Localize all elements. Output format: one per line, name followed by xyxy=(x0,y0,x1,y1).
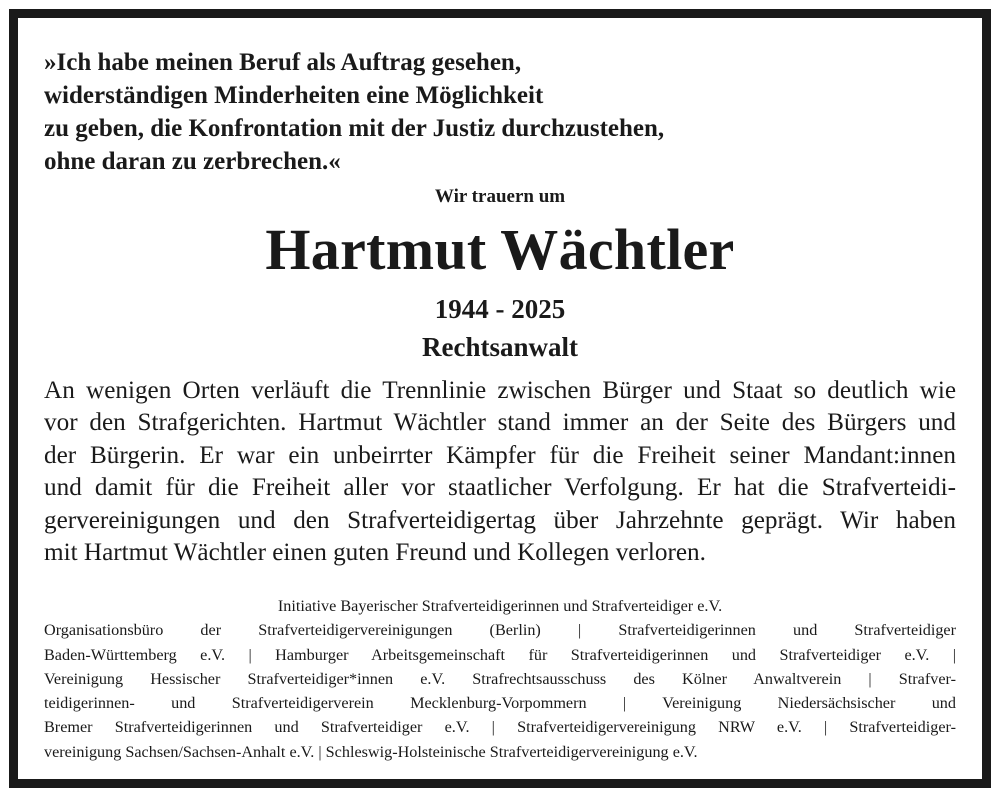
mourning-intro: Wir trauern um xyxy=(434,186,566,207)
quote-line: »Ich habe meinen Beruf als Auftrag gesehen, xyxy=(44,49,522,76)
tribute-text xyxy=(44,375,956,569)
obituary-frame xyxy=(9,9,991,788)
deceased-name: Hartmut Wächtler xyxy=(265,217,735,282)
organization-line: Initiative Bayerischer Strafverteidigerinnen und Strafverteidiger e.V. xyxy=(277,597,723,615)
organization-line: teidigerinnen- und Strafverteidigerverein Mecklenburg-Vorpommern | Vereinigung Niedersächsischer und xyxy=(44,694,956,713)
quote-line: widerständigen Minderheiten eine Möglichkeit xyxy=(44,82,544,109)
life-years: 1944 - 2025 xyxy=(434,294,566,324)
organization-line: Organisationsbüro der Strafverteidigervereinigungen (Berlin) | Strafverteidigerinnen und Strafverteidiger xyxy=(44,621,956,640)
tribute-line: mit Hartmut Wächtler einen guten Freund und Kollegen verloren. xyxy=(44,539,706,567)
tribute-line: vor den Strafgerichten. Hartmut Wächtler stand immer an der Seite des Bürgers und xyxy=(44,409,956,437)
tribute-line: gervereinigungen und den Strafverteidigertag über Jahrzehnte geprägt. Wir haben xyxy=(44,506,956,534)
tribute-line: und damit für die Freiheit aller vor staatlicher Verfolgung. Er hat die Strafverteidi- xyxy=(44,474,956,502)
quote-line: zu geben, die Konfrontation mit der Justiz durchzustehen, xyxy=(44,115,665,142)
quote-line: ohne daran zu zerbrechen.« xyxy=(44,148,341,175)
organization-line: vereinigung Sachsen/Sachsen-Anhalt e.V. | Schleswig-Holsteinische Strafverteidigervereinigung e.V. xyxy=(44,742,698,761)
organization-line: Vereinigung Hessischer Strafverteidiger*innen e.V. Strafrechtsausschuss des Kölner Anwaltverein | Strafver- xyxy=(44,669,956,688)
organizations-list xyxy=(44,594,956,764)
organization-line: Baden-Württemberg e.V. | Hamburger Arbeitsgemeinschaft für Strafverteidigerinnen und Strafverteidiger e.V. | xyxy=(44,645,956,664)
tribute-line: der Bürgerin. Er war ein unbeirrter Kämpfer für die Freiheit seiner Mandant:innen xyxy=(44,441,956,469)
organization-line: Bremer Strafverteidigerinnen und Strafverteidiger e.V. | Strafverteidigervereinigung NRW e.V. | Strafverteidiger- xyxy=(44,718,956,737)
quote-block xyxy=(44,46,944,178)
tribute-line: An wenigen Orten verläuft die Trennlinie zwischen Bürger und Staat so deutlich wie xyxy=(44,377,956,404)
profession: Rechtsanwalt xyxy=(422,332,578,362)
